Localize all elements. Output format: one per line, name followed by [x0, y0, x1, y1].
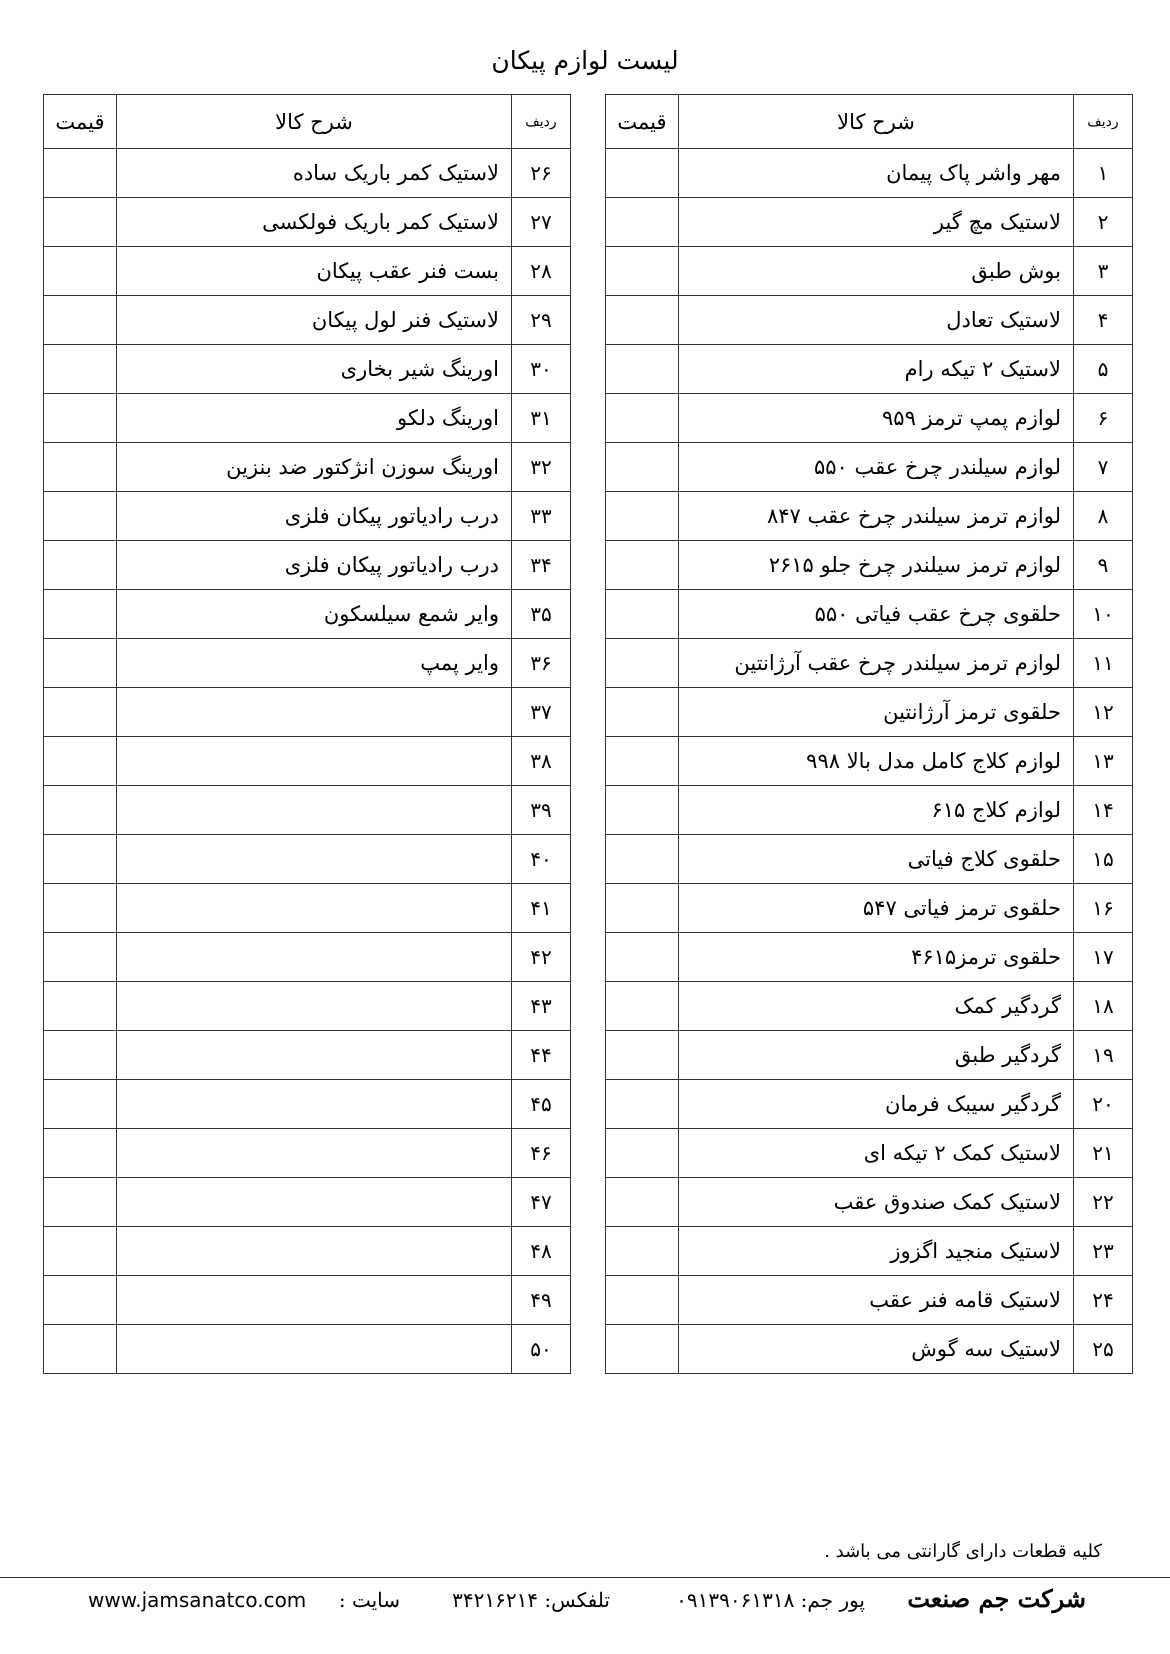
row-price: [44, 835, 117, 884]
row-description: گردگیر سیبک فرمان: [679, 1080, 1074, 1129]
table-row: [606, 443, 1133, 492]
row-description: لاستیک کمر باریک ساده: [117, 149, 512, 198]
table-row: [606, 1325, 1133, 1374]
table-row: [44, 590, 571, 639]
table-row: [44, 296, 571, 345]
page-title: لیست لوازم پیکان: [491, 46, 679, 75]
items-table-right: [605, 94, 1133, 1374]
table-row: [44, 1080, 571, 1129]
website-label: سایت :: [338, 1588, 400, 1612]
row-number: ۳۲: [512, 443, 571, 492]
row-description: اورینگ شیر بخاری: [117, 345, 512, 394]
table-row: [606, 884, 1133, 933]
table-row: [44, 1276, 571, 1325]
row-description: [117, 1325, 512, 1374]
table-row: [44, 1178, 571, 1227]
row-description: درب رادیاتور پیکان فلزی: [117, 492, 512, 541]
table-row: [606, 149, 1133, 198]
row-number: ۳۱: [512, 394, 571, 443]
row-description: بست فنر عقب پیکان: [117, 247, 512, 296]
row-price: [44, 1227, 117, 1276]
row-number: ۵۰: [512, 1325, 571, 1374]
row-description: [117, 688, 512, 737]
items-table-left: [43, 94, 571, 1374]
row-price: [606, 1178, 679, 1227]
row-description: [117, 786, 512, 835]
row-description: لاستیک سه گوش: [679, 1325, 1074, 1374]
row-number: ۳۵: [512, 590, 571, 639]
row-number: ۳: [1074, 247, 1133, 296]
header-price: قیمت: [44, 95, 117, 149]
table-row: [44, 247, 571, 296]
row-number: ۱۹: [1074, 1031, 1133, 1080]
row-number: ۴۶: [512, 1129, 571, 1178]
row-price: [44, 884, 117, 933]
row-number: ۱۲: [1074, 688, 1133, 737]
row-number: ۱۸: [1074, 982, 1133, 1031]
footer-divider: [0, 1577, 1170, 1578]
row-number: ۲۰: [1074, 1080, 1133, 1129]
table-row: [606, 541, 1133, 590]
row-price: [606, 247, 679, 296]
row-price: [44, 345, 117, 394]
table-row: [606, 737, 1133, 786]
table-row: [44, 1227, 571, 1276]
row-number: ۱۶: [1074, 884, 1133, 933]
row-description: درب رادیاتور پیکان فلزی: [117, 541, 512, 590]
row-number: ۳۸: [512, 737, 571, 786]
row-price: [606, 492, 679, 541]
table-row: [44, 1129, 571, 1178]
table-row: [606, 982, 1133, 1031]
row-number: ۲: [1074, 198, 1133, 247]
row-description: [117, 933, 512, 982]
row-price: [44, 443, 117, 492]
row-price: [606, 296, 679, 345]
row-price: [44, 394, 117, 443]
header-number: ردیف: [512, 95, 571, 149]
row-number: ۱۳: [1074, 737, 1133, 786]
company-name: شرکت جم صنعت: [907, 1584, 1086, 1613]
row-description: [117, 1276, 512, 1325]
row-description: [117, 1080, 512, 1129]
mobile-number: پور جم: ۰۹۱۳۹۰۶۱۳۱۸: [676, 1588, 865, 1612]
row-price: [606, 198, 679, 247]
row-price: [44, 1129, 117, 1178]
row-description: [117, 737, 512, 786]
row-price: [44, 492, 117, 541]
row-price: [606, 835, 679, 884]
row-description: اورینگ سوزن انژکتور ضد بنزین: [117, 443, 512, 492]
table-row: [606, 296, 1133, 345]
row-description: بوش طبق: [679, 247, 1074, 296]
row-price: [606, 982, 679, 1031]
row-description: اورینگ دلکو: [117, 394, 512, 443]
table-row: [606, 1227, 1133, 1276]
row-number: ۴۷: [512, 1178, 571, 1227]
table-row: [606, 345, 1133, 394]
row-description: لوازم پمپ ترمز ۹۵۹: [679, 394, 1074, 443]
row-price: [44, 1080, 117, 1129]
row-number: ۲۵: [1074, 1325, 1133, 1374]
row-number: ۱۴: [1074, 786, 1133, 835]
row-description: لاستیک کمر باریک فولکسی: [117, 198, 512, 247]
row-description: لاستیک قامه فنر عقب: [679, 1276, 1074, 1325]
row-number: ۳۳: [512, 492, 571, 541]
row-description: [117, 884, 512, 933]
row-price: [606, 786, 679, 835]
table-row: [606, 247, 1133, 296]
row-description: [117, 1129, 512, 1178]
row-description: وایر پمپ: [117, 639, 512, 688]
row-price: [606, 1080, 679, 1129]
row-number: ۴۸: [512, 1227, 571, 1276]
table-row: [606, 835, 1133, 884]
row-description: لاستیک کمک ۲ تیکه ای: [679, 1129, 1074, 1178]
row-price: [44, 541, 117, 590]
row-number: ۴۲: [512, 933, 571, 982]
table-row: [44, 492, 571, 541]
row-number: ۳۷: [512, 688, 571, 737]
header-description: شرح کالا: [679, 95, 1074, 149]
row-description: [117, 982, 512, 1031]
row-description: لوازم سیلندر چرخ عقب ۵۵۰: [679, 443, 1074, 492]
table-row: [44, 394, 571, 443]
row-number: ۶: [1074, 394, 1133, 443]
row-price: [606, 1276, 679, 1325]
table-header-row: [606, 95, 1133, 149]
row-description: لاستیک ۲ تیکه رام: [679, 345, 1074, 394]
row-number: ۲۸: [512, 247, 571, 296]
table-row: [44, 639, 571, 688]
table-row: [606, 1276, 1133, 1325]
row-number: ۲۳: [1074, 1227, 1133, 1276]
table-header-row: [44, 95, 571, 149]
row-number: ۱: [1074, 149, 1133, 198]
row-number: ۳۰: [512, 345, 571, 394]
row-number: ۴۳: [512, 982, 571, 1031]
row-price: [44, 1325, 117, 1374]
row-number: ۲۲: [1074, 1178, 1133, 1227]
table-row: [44, 982, 571, 1031]
header-price: قیمت: [606, 95, 679, 149]
row-description: حلقوی کلاج فیاتی: [679, 835, 1074, 884]
table-row: [44, 345, 571, 394]
row-number: ۹: [1074, 541, 1133, 590]
row-description: لاستیک کمک صندوق عقب: [679, 1178, 1074, 1227]
table-row: [606, 1080, 1133, 1129]
row-number: ۲۶: [512, 149, 571, 198]
row-price: [44, 786, 117, 835]
row-price: [606, 590, 679, 639]
row-description: لاستیک فنر لول پیکان: [117, 296, 512, 345]
table-row: [44, 933, 571, 982]
row-description: گردگیر کمک: [679, 982, 1074, 1031]
row-price: [44, 296, 117, 345]
table-row: [606, 492, 1133, 541]
row-number: ۴۴: [512, 1031, 571, 1080]
row-description: مهر واشر پاک پیمان: [679, 149, 1074, 198]
row-number: ۲۹: [512, 296, 571, 345]
row-price: [606, 394, 679, 443]
row-price: [606, 1129, 679, 1178]
row-number: ۱۵: [1074, 835, 1133, 884]
row-number: ۱۰: [1074, 590, 1133, 639]
row-price: [606, 884, 679, 933]
table-row: [606, 639, 1133, 688]
row-description: لوازم ترمز سیلندر چرخ عقب ۸۴۷: [679, 492, 1074, 541]
row-price: [606, 737, 679, 786]
row-price: [44, 688, 117, 737]
row-description: حلقوی چرخ عقب فیاتی ۵۵۰: [679, 590, 1074, 639]
table-row: [606, 688, 1133, 737]
row-number: ۴۵: [512, 1080, 571, 1129]
row-price: [606, 345, 679, 394]
table-row: [44, 688, 571, 737]
table-row: [44, 149, 571, 198]
row-description: حلقوی ترمز آرژانتین: [679, 688, 1074, 737]
table-row: [606, 394, 1133, 443]
row-price: [44, 149, 117, 198]
header-number: ردیف: [1074, 95, 1133, 149]
header-description: شرح کالا: [117, 95, 512, 149]
row-number: ۲۴: [1074, 1276, 1133, 1325]
row-price: [44, 198, 117, 247]
row-description: وایر شمع سیلسکون: [117, 590, 512, 639]
row-price: [606, 933, 679, 982]
row-number: ۵: [1074, 345, 1133, 394]
telefax-number: تلفکس: ۳۴۲۱۶۲۱۴: [452, 1588, 610, 1612]
row-description: حلقوی ترمز فیاتی ۵۴۷: [679, 884, 1074, 933]
row-price: [44, 639, 117, 688]
table-row: [606, 933, 1133, 982]
table-row: [606, 1129, 1133, 1178]
row-number: ۱۱: [1074, 639, 1133, 688]
row-description: لوازم کلاج کامل مدل بالا ۹۹۸: [679, 737, 1074, 786]
row-number: ۴۱: [512, 884, 571, 933]
row-price: [606, 1325, 679, 1374]
row-description: لوازم ترمز سیلندر چرخ جلو ۲۶۱۵: [679, 541, 1074, 590]
table-row: [44, 835, 571, 884]
row-number: ۸: [1074, 492, 1133, 541]
table-row: [44, 786, 571, 835]
website-url: www.jamsanatco.com: [88, 1588, 307, 1612]
row-price: [44, 1031, 117, 1080]
row-description: لاستیک منجید اگزوز: [679, 1227, 1074, 1276]
row-price: [606, 541, 679, 590]
row-description: گردگیر طبق: [679, 1031, 1074, 1080]
row-price: [44, 247, 117, 296]
table-row: [44, 541, 571, 590]
row-description: [117, 1031, 512, 1080]
row-description: لوازم کلاج ۶۱۵: [679, 786, 1074, 835]
table-row: [44, 737, 571, 786]
row-number: ۴: [1074, 296, 1133, 345]
row-number: ۴۹: [512, 1276, 571, 1325]
row-description: حلقوی ترمز۴۶۱۵: [679, 933, 1074, 982]
table-body-left: [44, 149, 571, 1374]
row-description: لاستیک مچ گیر: [679, 198, 1074, 247]
row-number: ۲۷: [512, 198, 571, 247]
row-number: ۳۶: [512, 639, 571, 688]
row-number: ۳۴: [512, 541, 571, 590]
row-price: [44, 590, 117, 639]
row-description: [117, 835, 512, 884]
row-description: [117, 1178, 512, 1227]
table-row: [44, 884, 571, 933]
table-row: [606, 1178, 1133, 1227]
row-price: [606, 639, 679, 688]
table-row: [44, 198, 571, 247]
row-number: ۲۱: [1074, 1129, 1133, 1178]
row-price: [606, 688, 679, 737]
row-price: [606, 443, 679, 492]
table-row: [606, 590, 1133, 639]
row-price: [44, 737, 117, 786]
row-number: ۷: [1074, 443, 1133, 492]
row-number: ۱۷: [1074, 933, 1133, 982]
row-price: [606, 1031, 679, 1080]
row-description: لوازم ترمز سیلندر چرخ عقب آرژانتین: [679, 639, 1074, 688]
row-number: ۳۹: [512, 786, 571, 835]
row-price: [606, 1227, 679, 1276]
row-price: [44, 1178, 117, 1227]
table-row: [606, 786, 1133, 835]
row-description: [117, 1227, 512, 1276]
table-body-right: [606, 149, 1133, 1374]
row-price: [44, 1276, 117, 1325]
row-price: [44, 933, 117, 982]
table-row: [44, 443, 571, 492]
table-row: [44, 1325, 571, 1374]
table-row: [44, 1031, 571, 1080]
row-price: [44, 982, 117, 1031]
warranty-note: کلیه قطعات دارای گارانتی می باشد .: [824, 1541, 1102, 1562]
row-description: لاستیک تعادل: [679, 296, 1074, 345]
row-price: [606, 149, 679, 198]
table-row: [606, 198, 1133, 247]
row-number: ۴۰: [512, 835, 571, 884]
table-row: [606, 1031, 1133, 1080]
